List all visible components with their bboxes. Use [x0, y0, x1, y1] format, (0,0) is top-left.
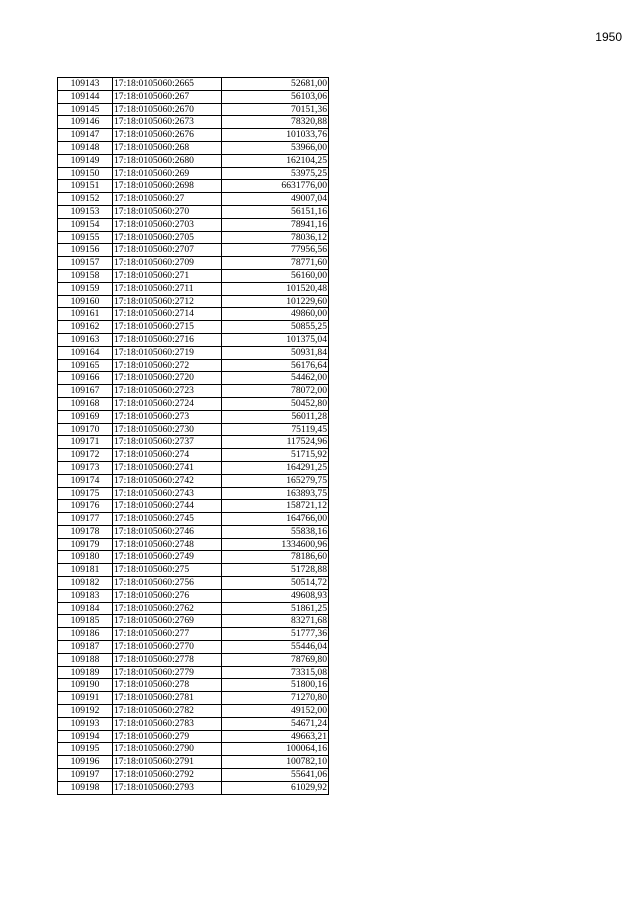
table-row	[58, 154, 329, 167]
table-row	[58, 666, 329, 679]
row-number-cell: 109181	[58, 564, 113, 577]
row-number-cell: 109165	[58, 359, 113, 372]
cadastral-value-cell: 50514,72	[222, 577, 329, 590]
table-row	[58, 129, 329, 142]
cadastral-value-cell: 54671,24	[222, 717, 329, 730]
row-number-cell: 109150	[58, 167, 113, 180]
table-row	[58, 90, 329, 103]
cadastral-value-cell: 50931,84	[222, 346, 329, 359]
cadastral-number-cell: 17:18:0105060:270	[113, 205, 222, 218]
row-number-cell: 109149	[58, 154, 113, 167]
cadastral-number-cell: 17:18:0105060:2746	[113, 525, 222, 538]
cadastral-value-cell: 100064,16	[222, 743, 329, 756]
row-number-cell: 109159	[58, 282, 113, 295]
table-row	[58, 385, 329, 398]
cadastral-value-cell: 51715,92	[222, 449, 329, 462]
table-row	[58, 244, 329, 257]
table-row	[58, 769, 329, 782]
cadastral-number-cell: 17:18:0105060:2712	[113, 295, 222, 308]
row-number-cell: 109170	[58, 423, 113, 436]
cadastral-number-cell: 17:18:0105060:2779	[113, 666, 222, 679]
cadastral-value-cell: 70151,36	[222, 103, 329, 116]
table-row	[58, 641, 329, 654]
row-number-cell: 109195	[58, 743, 113, 756]
row-number-cell: 109147	[58, 129, 113, 142]
row-number-cell: 109190	[58, 679, 113, 692]
cadastral-value-cell: 51861,25	[222, 602, 329, 615]
cadastral-number-cell: 17:18:0105060:274	[113, 449, 222, 462]
table-row	[58, 551, 329, 564]
cadastral-number-cell: 17:18:0105060:2724	[113, 397, 222, 410]
cadastral-number-cell: 17:18:0105060:277	[113, 628, 222, 641]
row-number-cell: 109151	[58, 180, 113, 193]
cadastral-value-table	[57, 77, 329, 795]
table-row	[58, 218, 329, 231]
cadastral-value-cell: 73315,08	[222, 666, 329, 679]
cadastral-number-cell: 17:18:0105060:2698	[113, 180, 222, 193]
table-row	[58, 513, 329, 526]
cadastral-value-cell: 78036,12	[222, 231, 329, 244]
table-row	[58, 295, 329, 308]
cadastral-number-cell: 17:18:0105060:2782	[113, 705, 222, 718]
cadastral-value-cell: 165279,75	[222, 474, 329, 487]
cadastral-number-cell: 17:18:0105060:2745	[113, 513, 222, 526]
row-number-cell: 109156	[58, 244, 113, 257]
cadastral-number-cell: 17:18:0105060:2730	[113, 423, 222, 436]
cadastral-number-cell: 17:18:0105060:2749	[113, 551, 222, 564]
cadastral-number-cell: 17:18:0105060:2781	[113, 692, 222, 705]
row-number-cell: 109179	[58, 538, 113, 551]
cadastral-value-cell: 101229,60	[222, 295, 329, 308]
row-number-cell: 109192	[58, 705, 113, 718]
cadastral-value-cell: 164291,25	[222, 461, 329, 474]
cadastral-number-cell: 17:18:0105060:2711	[113, 282, 222, 295]
cadastral-value-cell: 51777,36	[222, 628, 329, 641]
cadastral-number-cell: 17:18:0105060:2748	[113, 538, 222, 551]
cadastral-value-cell: 49860,00	[222, 308, 329, 321]
cadastral-value-cell: 78769,80	[222, 653, 329, 666]
cadastral-value-cell: 49608,93	[222, 589, 329, 602]
row-number-cell: 109194	[58, 730, 113, 743]
table-body	[58, 78, 329, 795]
table-row	[58, 500, 329, 513]
table-row	[58, 730, 329, 743]
row-number-cell: 109188	[58, 653, 113, 666]
row-number-cell: 109171	[58, 436, 113, 449]
row-number-cell: 109169	[58, 410, 113, 423]
cadastral-number-cell: 17:18:0105060:2769	[113, 615, 222, 628]
row-number-cell: 109155	[58, 231, 113, 244]
cadastral-value-cell: 101375,04	[222, 333, 329, 346]
page-number: 1950	[595, 30, 622, 44]
table-row	[58, 257, 329, 270]
cadastral-value-cell: 56151,16	[222, 205, 329, 218]
table-row	[58, 781, 329, 794]
cadastral-number-cell: 17:18:0105060:279	[113, 730, 222, 743]
cadastral-value-cell: 100782,10	[222, 756, 329, 769]
table-row	[58, 525, 329, 538]
cadastral-number-cell: 17:18:0105060:275	[113, 564, 222, 577]
cadastral-number-cell: 17:18:0105060:2670	[113, 103, 222, 116]
cadastral-number-cell: 17:18:0105060:273	[113, 410, 222, 423]
cadastral-value-cell: 50855,25	[222, 321, 329, 334]
table-row	[58, 474, 329, 487]
cadastral-value-cell: 162104,25	[222, 154, 329, 167]
cadastral-value-cell: 158721,12	[222, 500, 329, 513]
cadastral-number-cell: 17:18:0105060:2705	[113, 231, 222, 244]
row-number-cell: 109197	[58, 769, 113, 782]
row-number-cell: 109148	[58, 141, 113, 154]
cadastral-value-cell: 1334600,96	[222, 538, 329, 551]
cadastral-number-cell: 17:18:0105060:2756	[113, 577, 222, 590]
row-number-cell: 109178	[58, 525, 113, 538]
cadastral-value-cell: 78186,60	[222, 551, 329, 564]
cadastral-value-cell: 71270,80	[222, 692, 329, 705]
row-number-cell: 109191	[58, 692, 113, 705]
cadastral-value-cell: 54462,00	[222, 372, 329, 385]
table-row	[58, 78, 329, 91]
row-number-cell: 109193	[58, 717, 113, 730]
table-row	[58, 116, 329, 129]
cadastral-value-cell: 75119,45	[222, 423, 329, 436]
table-row	[58, 269, 329, 282]
cadastral-number-cell: 17:18:0105060:2720	[113, 372, 222, 385]
cadastral-number-cell: 17:18:0105060:2741	[113, 461, 222, 474]
cadastral-value-cell: 78072,00	[222, 385, 329, 398]
row-number-cell: 109154	[58, 218, 113, 231]
table-row	[58, 564, 329, 577]
cadastral-value-cell: 56176,64	[222, 359, 329, 372]
row-number-cell: 109168	[58, 397, 113, 410]
table-row	[58, 423, 329, 436]
cadastral-value-cell: 101033,76	[222, 129, 329, 142]
table-row	[58, 653, 329, 666]
cadastral-number-cell: 17:18:0105060:276	[113, 589, 222, 602]
cadastral-value-cell: 53966,00	[222, 141, 329, 154]
table-row	[58, 205, 329, 218]
row-number-cell: 109153	[58, 205, 113, 218]
table-row	[58, 577, 329, 590]
row-number-cell: 109175	[58, 487, 113, 500]
cadastral-number-cell: 17:18:0105060:2762	[113, 602, 222, 615]
row-number-cell: 109176	[58, 500, 113, 513]
table-row	[58, 628, 329, 641]
row-number-cell: 109173	[58, 461, 113, 474]
table-row	[58, 333, 329, 346]
cadastral-number-cell: 17:18:0105060:2792	[113, 769, 222, 782]
cadastral-number-cell: 17:18:0105060:267	[113, 90, 222, 103]
row-number-cell: 109186	[58, 628, 113, 641]
row-number-cell: 109158	[58, 269, 113, 282]
cadastral-value-cell: 49007,04	[222, 193, 329, 206]
row-number-cell: 109144	[58, 90, 113, 103]
row-number-cell: 109166	[58, 372, 113, 385]
table-row	[58, 461, 329, 474]
table-row	[58, 359, 329, 372]
cadastral-number-cell: 17:18:0105060:2680	[113, 154, 222, 167]
cadastral-number-cell: 17:18:0105060:2673	[113, 116, 222, 129]
row-number-cell: 109157	[58, 257, 113, 270]
cadastral-value-cell: 61029,92	[222, 781, 329, 794]
cadastral-value-cell: 53975,25	[222, 167, 329, 180]
table-row	[58, 615, 329, 628]
table-row	[58, 180, 329, 193]
table-row	[58, 231, 329, 244]
cadastral-value-cell: 52681,00	[222, 78, 329, 91]
cadastral-number-cell: 17:18:0105060:2778	[113, 653, 222, 666]
table-row	[58, 692, 329, 705]
cadastral-number-cell: 17:18:0105060:2791	[113, 756, 222, 769]
table-row	[58, 705, 329, 718]
table-row	[58, 538, 329, 551]
cadastral-number-cell: 17:18:0105060:2665	[113, 78, 222, 91]
row-number-cell: 109184	[58, 602, 113, 615]
table-row	[58, 410, 329, 423]
cadastral-value-cell: 51800,16	[222, 679, 329, 692]
row-number-cell: 109183	[58, 589, 113, 602]
cadastral-value-cell: 55641,06	[222, 769, 329, 782]
cadastral-number-cell: 17:18:0105060:2723	[113, 385, 222, 398]
table-row	[58, 321, 329, 334]
table-row	[58, 717, 329, 730]
row-number-cell: 109180	[58, 551, 113, 564]
cadastral-value-cell: 50452,80	[222, 397, 329, 410]
cadastral-value-cell: 117524,96	[222, 436, 329, 449]
row-number-cell: 109167	[58, 385, 113, 398]
cadastral-value-cell: 163893,75	[222, 487, 329, 500]
cadastral-number-cell: 17:18:0105060:2743	[113, 487, 222, 500]
table-row	[58, 449, 329, 462]
cadastral-number-cell: 17:18:0105060:2793	[113, 781, 222, 794]
row-number-cell: 109161	[58, 308, 113, 321]
cadastral-value-cell: 49152,00	[222, 705, 329, 718]
cadastral-value-cell: 51728,88	[222, 564, 329, 577]
table-row	[58, 487, 329, 500]
cadastral-value-cell: 78771,60	[222, 257, 329, 270]
row-number-cell: 109164	[58, 346, 113, 359]
cadastral-number-cell: 17:18:0105060:2737	[113, 436, 222, 449]
row-number-cell: 109145	[58, 103, 113, 116]
cadastral-number-cell: 17:18:0105060:2703	[113, 218, 222, 231]
cadastral-value-cell: 83271,68	[222, 615, 329, 628]
row-number-cell: 109198	[58, 781, 113, 794]
table-row	[58, 372, 329, 385]
cadastral-number-cell: 17:18:0105060:2719	[113, 346, 222, 359]
table-row	[58, 602, 329, 615]
cadastral-value-cell: 56160,00	[222, 269, 329, 282]
row-number-cell: 109152	[58, 193, 113, 206]
row-number-cell: 109177	[58, 513, 113, 526]
cadastral-number-cell: 17:18:0105060:2770	[113, 641, 222, 654]
cadastral-value-cell: 55838,16	[222, 525, 329, 538]
cadastral-number-cell: 17:18:0105060:2742	[113, 474, 222, 487]
cadastral-number-cell: 17:18:0105060:272	[113, 359, 222, 372]
cadastral-value-cell: 56103,06	[222, 90, 329, 103]
cadastral-number-cell: 17:18:0105060:2707	[113, 244, 222, 257]
cadastral-number-cell: 17:18:0105060:269	[113, 167, 222, 180]
table-row	[58, 743, 329, 756]
row-number-cell: 109146	[58, 116, 113, 129]
cadastral-value-cell: 49663,21	[222, 730, 329, 743]
cadastral-value-cell: 78941,16	[222, 218, 329, 231]
cadastral-number-cell: 17:18:0105060:27	[113, 193, 222, 206]
cadastral-number-cell: 17:18:0105060:2716	[113, 333, 222, 346]
cadastral-number-cell: 17:18:0105060:2744	[113, 500, 222, 513]
row-number-cell: 109160	[58, 295, 113, 308]
cadastral-number-cell: 17:18:0105060:278	[113, 679, 222, 692]
cadastral-value-cell: 6631776,00	[222, 180, 329, 193]
row-number-cell: 109182	[58, 577, 113, 590]
cadastral-value-cell: 78320,88	[222, 116, 329, 129]
row-number-cell: 109162	[58, 321, 113, 334]
table-row	[58, 282, 329, 295]
row-number-cell: 109174	[58, 474, 113, 487]
table-row	[58, 397, 329, 410]
cadastral-value-cell: 101520,48	[222, 282, 329, 295]
row-number-cell: 109196	[58, 756, 113, 769]
row-number-cell: 109189	[58, 666, 113, 679]
table-row	[58, 308, 329, 321]
table-row	[58, 436, 329, 449]
row-number-cell: 109143	[58, 78, 113, 91]
row-number-cell: 109185	[58, 615, 113, 628]
row-number-cell: 109163	[58, 333, 113, 346]
table-row	[58, 141, 329, 154]
row-number-cell: 109187	[58, 641, 113, 654]
table-row	[58, 167, 329, 180]
table-row	[58, 679, 329, 692]
table-row	[58, 103, 329, 116]
table-row	[58, 346, 329, 359]
table-row	[58, 193, 329, 206]
cadastral-number-cell: 17:18:0105060:2715	[113, 321, 222, 334]
table-row	[58, 589, 329, 602]
cadastral-number-cell: 17:18:0105060:2790	[113, 743, 222, 756]
cadastral-number-cell: 17:18:0105060:2714	[113, 308, 222, 321]
cadastral-number-cell: 17:18:0105060:2783	[113, 717, 222, 730]
table-row	[58, 756, 329, 769]
cadastral-value-cell: 77956,56	[222, 244, 329, 257]
cadastral-value-cell: 55446,04	[222, 641, 329, 654]
row-number-cell: 109172	[58, 449, 113, 462]
cadastral-number-cell: 17:18:0105060:2676	[113, 129, 222, 142]
cadastral-value-cell: 164766,00	[222, 513, 329, 526]
cadastral-value-cell: 56011,28	[222, 410, 329, 423]
cadastral-number-cell: 17:18:0105060:268	[113, 141, 222, 154]
cadastral-number-cell: 17:18:0105060:271	[113, 269, 222, 282]
cadastral-number-cell: 17:18:0105060:2709	[113, 257, 222, 270]
